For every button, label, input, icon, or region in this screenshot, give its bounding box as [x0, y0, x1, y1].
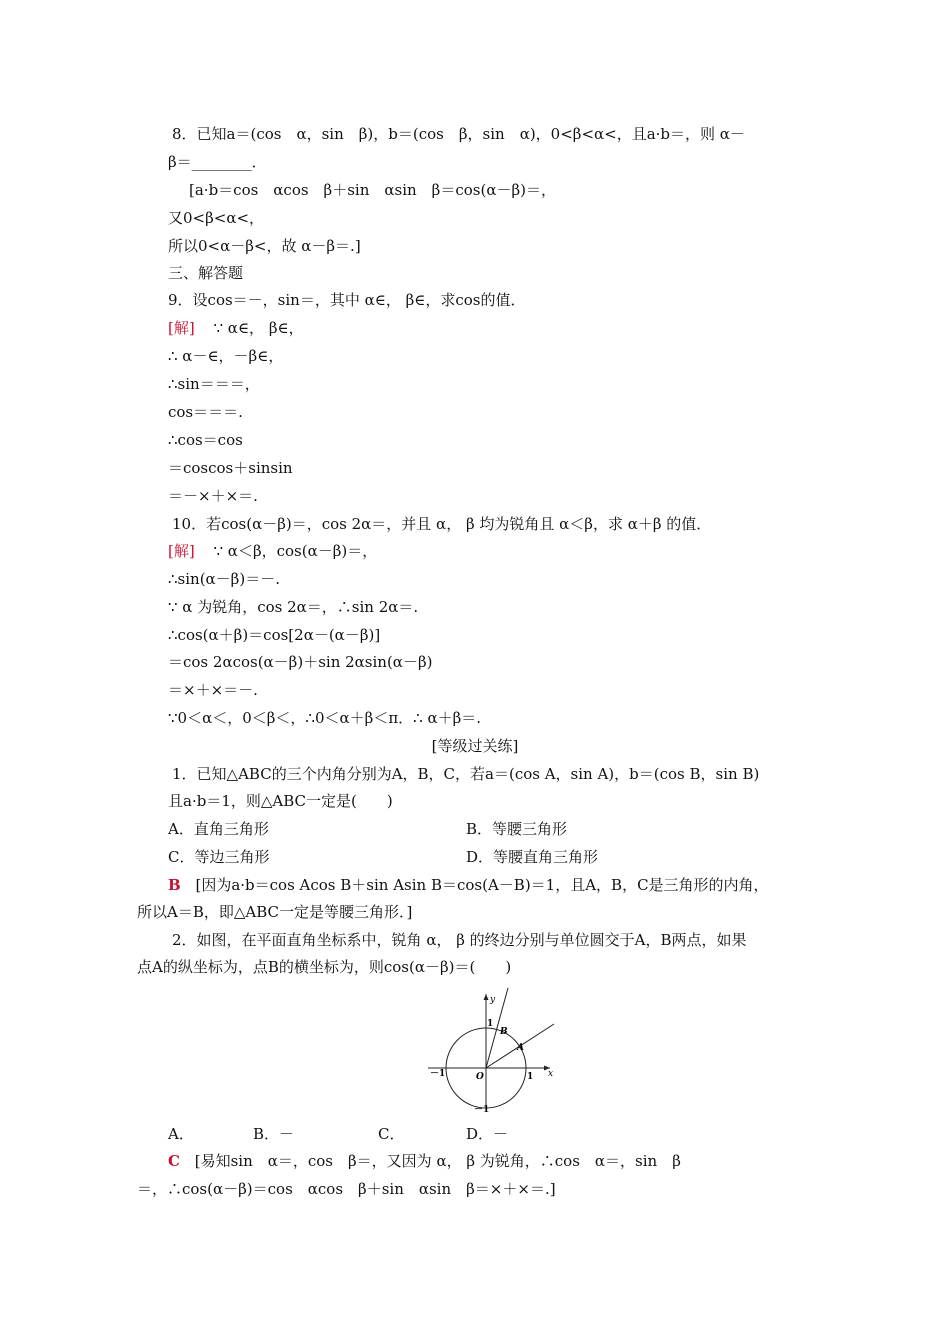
q9-jie-label: [解] — [168, 319, 195, 337]
q10-step6: ＝×＋×＝－. — [168, 681, 258, 699]
p2-stem-line1: 2．如图，在平面直角坐标系中，锐角 α， β 的终边分别与单位圆交于A，B两点，如果 — [172, 931, 747, 949]
q9-step2: ∴ α－∈，－β∈， — [168, 347, 284, 365]
q9-step7: ＝－×＋×＝. — [168, 487, 258, 505]
unit-circle-figure — [424, 986, 564, 1116]
p2-stem-line2: 点A的纵坐标为，点B的横坐标为，则cos(α－β)＝( ) — [137, 958, 512, 976]
point-b-label: B — [500, 1027, 508, 1037]
q8-answer-line1: [a·b＝cos αcos β＋sin αsin β＝cos(α－β)＝， — [189, 181, 556, 199]
q8-answer-line3: 所以0<α－β<，故 α－β＝.] — [168, 237, 361, 255]
q9-line1 — [168, 318, 304, 338]
p1-option-b: B．等腰三角形 — [466, 820, 568, 838]
q9-step5: ∴cos＝cos — [168, 431, 243, 449]
p2-answer-text1: [易知sin α＝，cos β＝，又因为 α， β 为锐角，∴cos α＝，sin β — [194, 1152, 681, 1170]
y-tick-one: 1 — [487, 1019, 494, 1029]
y-axis-arrow-icon — [484, 994, 489, 1000]
p2-answer-letter: C — [168, 1152, 180, 1170]
p1-answer-line1 — [168, 875, 769, 895]
p1-stem-line2: 且a·b＝1，则△ABC一定是( ) — [168, 792, 393, 810]
p2-answer-line2: ＝，∴cos(α－β)＝cos αcos β＋sin αsin β＝×＋×＝.] — [137, 1180, 556, 1198]
p1-option-d: D．等腰直角三角形 — [466, 848, 599, 866]
q8-answer-line2: 又0<β<α<， — [168, 209, 265, 227]
x-axis-label: x — [548, 1069, 554, 1079]
q9-step1: ∵ α∈， β∈， — [213, 319, 304, 337]
section-heading: 三、解答题 — [168, 264, 244, 282]
q10-step5: ＝cos 2αcos(α－β)＋sin 2αsin(α－β) — [168, 653, 433, 671]
p1-answer-letter: B — [168, 876, 181, 894]
q10-step1: ∵ α＜β，cos(α－β)＝， — [213, 542, 378, 560]
q10-stem: 10．若cos(α－β)＝，cos 2α＝，并且 α， β 均为锐角且 α＜β，求 α＋β 的值． — [172, 515, 712, 533]
p1-option-a: A．直角三角形 — [168, 820, 269, 838]
level-section-title: [等级过关练] — [431, 737, 519, 755]
p2-option-d: D．－ — [466, 1125, 509, 1143]
q10-step4: ∴cos(α＋β)＝cos[2α－(α－β)] — [168, 626, 381, 644]
q8-stem-line1: 8．已知a＝(cos α，sin β)，b＝(cos β，sin α)，0<β<α<，且a·b＝，则 α－ — [172, 125, 745, 143]
q10-step7: ∵0＜α＜，0＜β＜，∴0＜α＋β＜π．∴ α＋β＝. — [168, 709, 482, 727]
y-tick-neg-one: －1 — [474, 1105, 490, 1115]
q8-stem-line2: β＝________． — [168, 153, 267, 171]
q9-step6: ＝coscos＋sinsin — [168, 459, 293, 477]
y-axis-label: y — [490, 995, 496, 1005]
p1-option-c: C．等边三角形 — [168, 848, 270, 866]
p1-answer-line2: 所以A＝B，即△ABC一定是等腰三角形．] — [137, 903, 413, 921]
p1-answer-text1: [因为a·b＝cos Acos B＋sin Asin B＝cos(A－B)＝1，且A，B，C是三角形的内角， — [195, 876, 769, 894]
x-tick-one: 1 — [527, 1072, 534, 1082]
q10-line1 — [168, 541, 377, 561]
origin-label: O — [476, 1072, 484, 1082]
q9-step3: ∴sin＝＝＝， — [168, 375, 260, 393]
q10-jie-label: [解] — [168, 542, 195, 560]
q9-stem: 9．设cos＝－，sin＝，其中 α∈， β∈，求cos的值． — [168, 291, 526, 309]
q10-step2: ∴sin(α－β)＝－. — [168, 570, 280, 588]
q9-step4: cos＝＝＝. — [168, 403, 243, 421]
q10-step3: ∵ α 为锐角，cos 2α＝，∴sin 2α＝. — [168, 598, 419, 616]
p2-answer-line1 — [168, 1151, 681, 1171]
p2-option-a: A． — [168, 1125, 194, 1143]
p2-option-c: C． — [378, 1125, 405, 1143]
x-tick-neg-one: －1 — [430, 1069, 446, 1079]
point-a-label: A — [517, 1043, 524, 1053]
p1-stem-line1: 1．已知△ABC的三个内角分别为A，B，C，若a＝(cos A，sin A)，b＝(cos B，sin B) — [172, 765, 760, 783]
p2-option-b: B．－ — [253, 1125, 295, 1143]
